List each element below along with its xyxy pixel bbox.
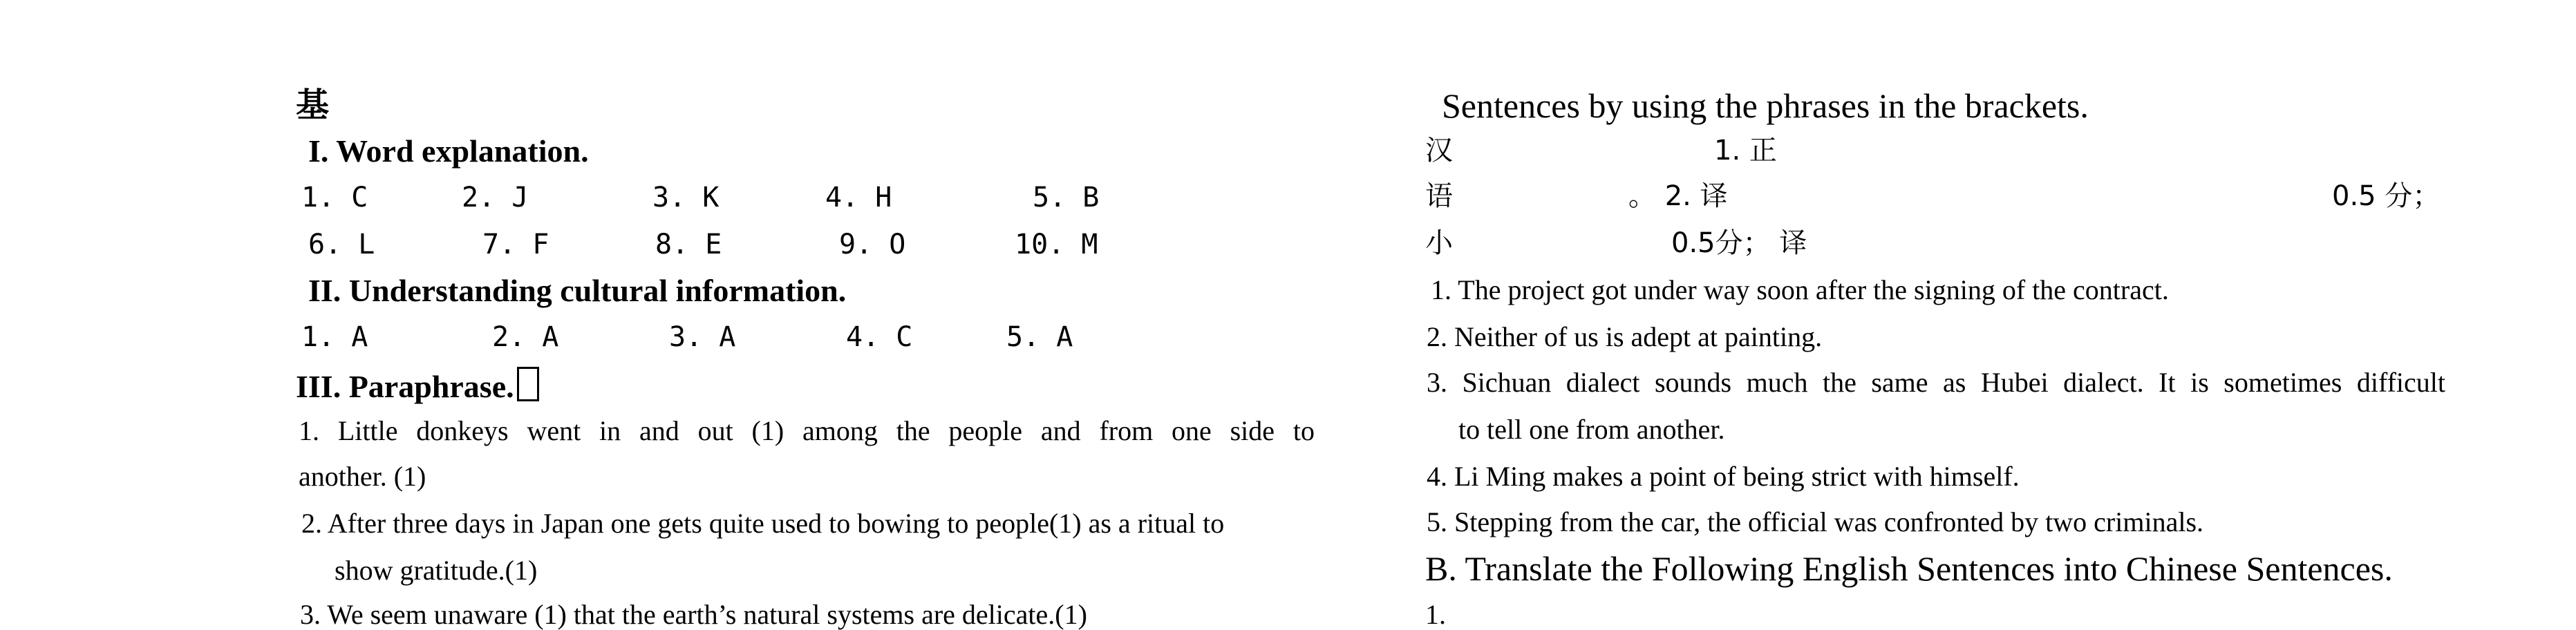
section3-heading-text: III. Paraphrase.: [296, 369, 514, 404]
cjk-row-3-b: 0.5分； 译: [1671, 227, 1807, 259]
answer-item: 8. E: [655, 229, 722, 260]
answer-item: 4. H: [825, 182, 892, 213]
sentence-3-line-2: to tell one from another.: [1458, 414, 1725, 445]
section-intro: Sentences by using the phrases in the brackets.: [1442, 86, 2089, 125]
answer-item: 3. K: [652, 182, 720, 213]
sentence-2: 2. Neither of us is adept at painting.: [1427, 321, 1823, 352]
placeholder-box-icon: [517, 367, 539, 401]
answer-row-3: [301, 323, 1073, 351]
sentence-4: 4. Li Ming makes a point of being strict with himself.: [1427, 461, 2020, 492]
answer-item: 3. A: [669, 321, 736, 353]
answer-item: 5. B: [1033, 182, 1100, 213]
paraphrase-item-3-line-1: 3. We seem unaware (1) that the earth’s natural systems are delicate.(1): [300, 599, 1087, 630]
cjk-row-2-c: 0.5 分；: [2332, 180, 2441, 212]
title-character: 基: [296, 86, 330, 124]
cjk-row-1-a: 汉: [1425, 135, 1453, 166]
answer-item: 10. M: [1015, 229, 1098, 260]
sectionB-heading: B. Translate the Following English Sentences into Chinese Sentences.: [1425, 549, 2393, 588]
sentence-5: 5. Stepping from the car, the official was confronted by two criminals.: [1427, 506, 2204, 537]
answer-item: 6. L: [308, 229, 375, 260]
cjk-row-1-b: 1. 正: [1714, 135, 1777, 166]
sentence-3-line-1: 3. Sichuan dialect sounds much the same as Hubei dialect. It is sometimes difficult: [1427, 367, 2445, 398]
answer-item: 2. A: [492, 321, 559, 353]
paraphrase-item-2-line-2: show gratitude.(1): [335, 555, 538, 586]
cjk-row-2-a: 语: [1425, 180, 1453, 212]
sectionB-item-1: 1.: [1425, 599, 1446, 630]
cjk-row-2-b: 。 2. 译: [1628, 180, 1728, 212]
answer-item: 1. A: [301, 321, 368, 353]
answer-item: 9. O: [839, 229, 906, 260]
answer-row-1: [301, 184, 1099, 211]
paraphrase-item-1-line-1: 1. Little donkeys went in and out (1) among the people and from one side to: [299, 415, 1315, 446]
answer-item: 5. A: [1006, 321, 1073, 353]
section1-heading: I. Word explanation.: [308, 133, 589, 169]
paraphrase-item-1-line-2: another. (1): [299, 461, 426, 492]
section2-heading: II. Understanding cultural information.: [308, 273, 847, 308]
answer-item: 1. C: [301, 182, 368, 213]
answer-item: 2. J: [462, 182, 529, 213]
cjk-row-3-a: 小: [1425, 227, 1453, 259]
answer-row-2: [308, 231, 1098, 258]
paraphrase-item-2-line-1: 2. After three days in Japan one gets quite used to bowing to people(1) as a ritual to: [301, 508, 1225, 539]
sentence-1: 1. The project got under way soon after the signing of the contract.: [1431, 274, 2169, 305]
answer-item: 7. F: [482, 229, 549, 260]
section3-heading: [296, 367, 539, 403]
answer-item: 4. C: [846, 321, 913, 353]
